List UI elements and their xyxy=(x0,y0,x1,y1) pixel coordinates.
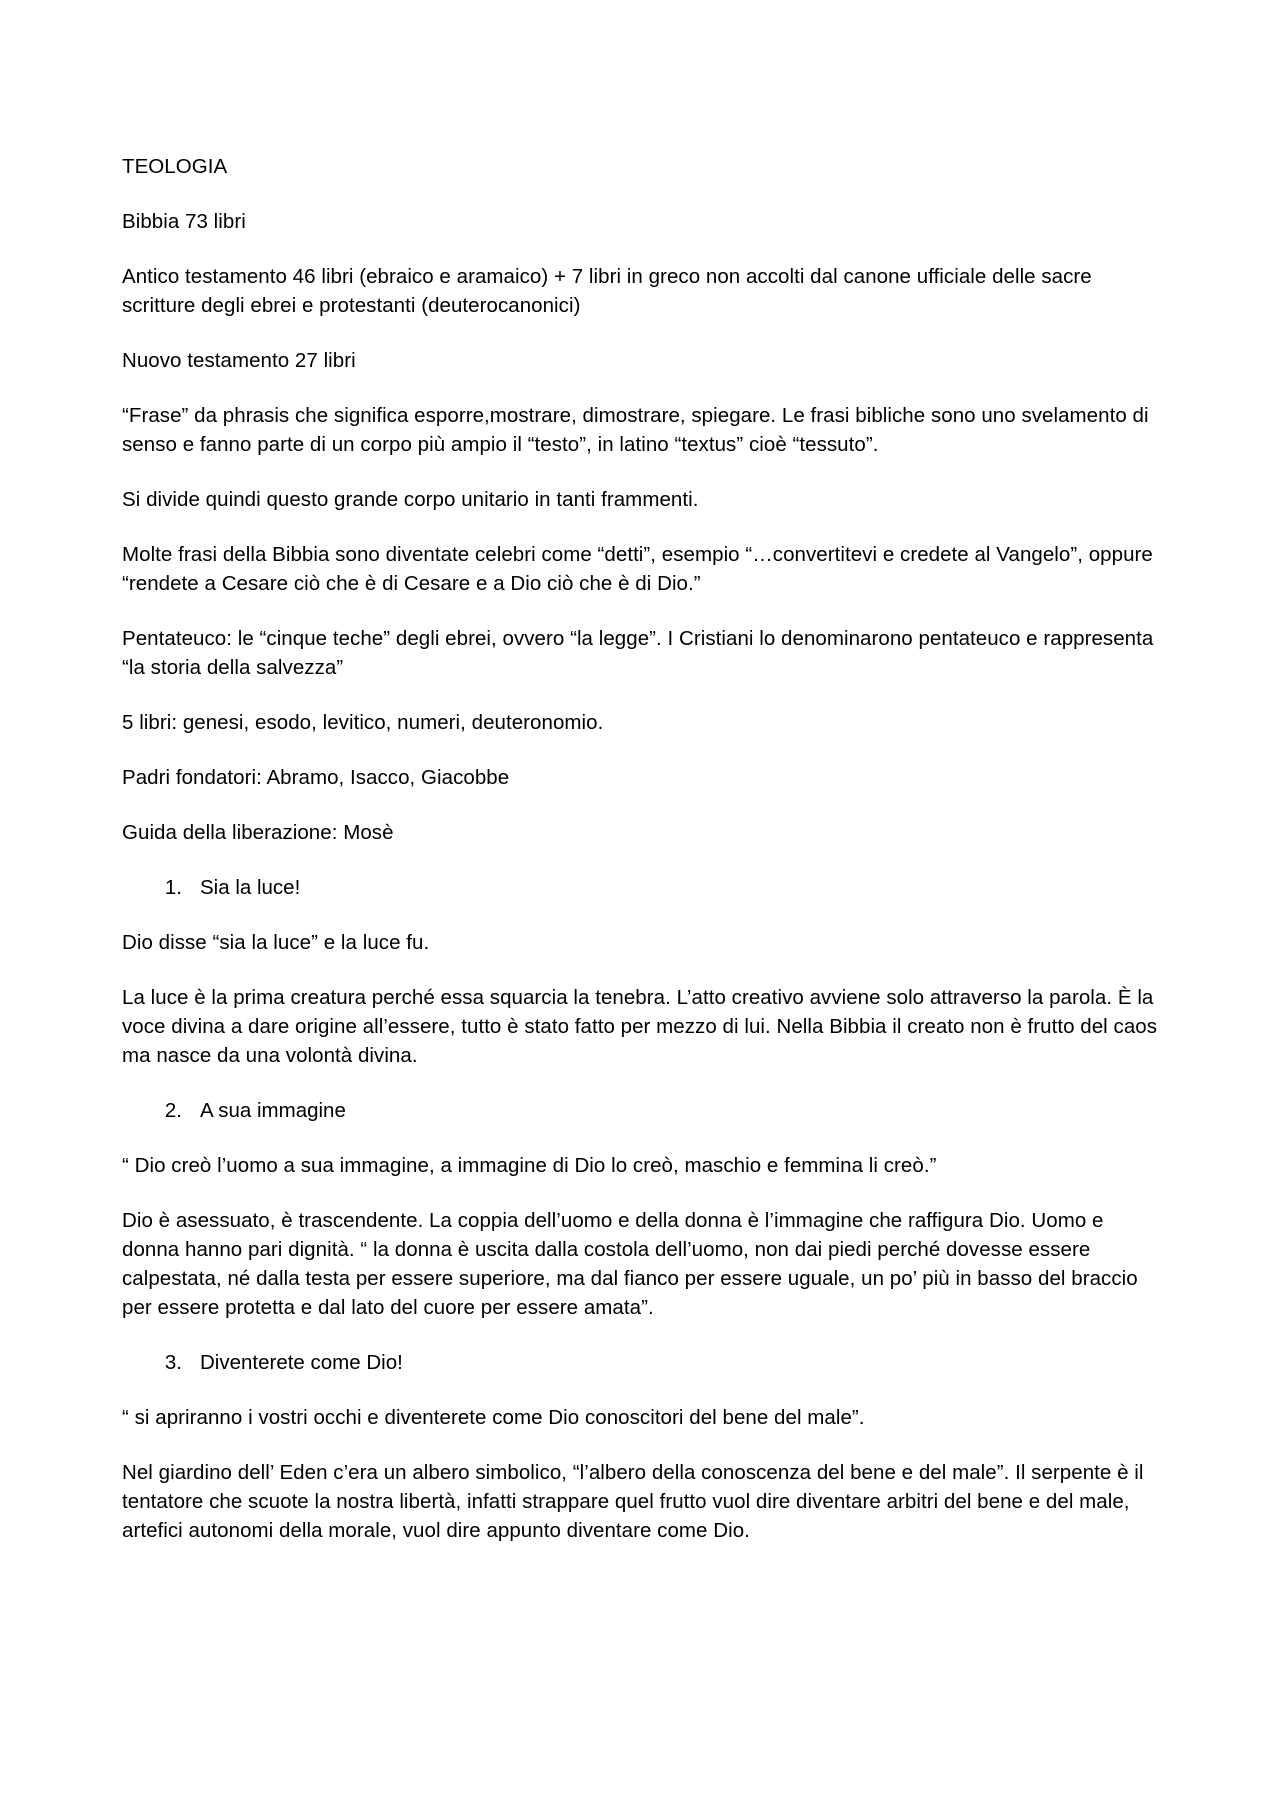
document-title: TEOLOGIA xyxy=(122,155,228,178)
list-item-1 xyxy=(122,873,1162,902)
paragraph-let-there-be-light: Dio disse “sia la luce” e la luce fu. xyxy=(122,931,430,954)
document-body xyxy=(122,152,1162,1571)
paragraph-five-books: 5 libri: genesi, esodo, levitico, numeri, deuteronomio. xyxy=(122,711,604,734)
list-item-3 xyxy=(122,1348,1162,1377)
list-item-text: Diventerete come Dio! xyxy=(200,1351,403,1374)
paragraph-frase: “Frase” da phrasis che significa esporre,mostrare, dimostrare, spiegare. Le frasi bibliche sono uno svelamento di senso e fanno parte di un corpo più ampio il “testo”, in latino “textus” cioè “tessuto”. xyxy=(122,404,1149,456)
paragraph-old-testament: Antico testamento 46 libri (ebraico e aramaico) + 7 libri in greco non accolti dal canone ufficiale delle sacre scritture degli ebrei e protestanti (deuterocanonici) xyxy=(122,265,1092,317)
list-number: 3. xyxy=(164,1351,182,1374)
paragraph-new-testament: Nuovo testamento 27 libri xyxy=(122,349,356,372)
paragraph-founding-fathers: Padri fondatori: Abramo, Isacco, Giacobbe xyxy=(122,766,510,789)
paragraph-light-creature: La luce è la prima creatura perché essa squarcia la tenebra. L’atto creativo avviene solo attraverso la parola. È la voce divina a dare origine all’essere, tutto è stato fatto per mezzo di lui. Nella Bibbia il creato non è frutto del caos ma nasce da una volontà divina. xyxy=(122,986,1158,1067)
paragraph-eyes-opened: “ si apriranno i vostri occhi e diventerete come Dio conoscitori del bene del male”. xyxy=(122,1406,865,1429)
paragraph-sayings: Molte frasi della Bibbia sono diventate celebri come “detti”, esempio “…convertitevi e credete al Vangelo”, oppure “rendete a Cesare ciò che è di Cesare e a Dio ciò che è di Dio.” xyxy=(122,543,1153,595)
list-item-text: Sia la luce! xyxy=(200,876,301,899)
list-item-2 xyxy=(122,1096,1162,1125)
list-number: 2. xyxy=(164,1099,182,1122)
paragraph-liberation-guide: Guida della liberazione: Mosè xyxy=(122,821,394,844)
paragraph-fragments: Si divide quindi questo grande corpo unitario in tanti frammenti. xyxy=(122,488,699,511)
list-number: 1. xyxy=(164,876,182,899)
paragraph-pentateuch: Pentateuco: le “cinque teche” degli ebrei, ovvero “la legge”. I Cristiani lo denominarono pentateuco e rappresenta “la storia della salvezza” xyxy=(122,627,1154,679)
paragraph-image-quote: “ Dio creò l’uomo a sua immagine, a immagine di Dio lo creò, maschio e femmina li creò.” xyxy=(122,1154,937,1177)
list-item-text: A sua immagine xyxy=(200,1099,346,1122)
paragraph-dignity: Dio è asessuato, è trascendente. La coppia dell’uomo e della donna è l’immagine che raffigura Dio. Uomo e donna hanno pari dignità. “ la donna è uscita dalla costola dell’uomo, non dai piedi perché dovesse essere calpestata, né dalla testa per essere superiore, ma dal fianco per essere uguale, un po’ più in basso del braccio per essere protetta e dal lato del cuore per essere amata”. xyxy=(122,1209,1138,1319)
paragraph-eden: Nel giardino dell’ Eden c’era un albero simbolico, “l’albero della conoscenza del bene e del male”. Il serpente è il tentatore che scuote la nostra libertà, infatti strappare quel frutto vuol dire diventare arbitri del bene e del male, artefici autonomi della morale, vuol dire appunto diventare come Dio. xyxy=(122,1461,1144,1542)
paragraph-bible-books: Bibbia 73 libri xyxy=(122,210,246,233)
